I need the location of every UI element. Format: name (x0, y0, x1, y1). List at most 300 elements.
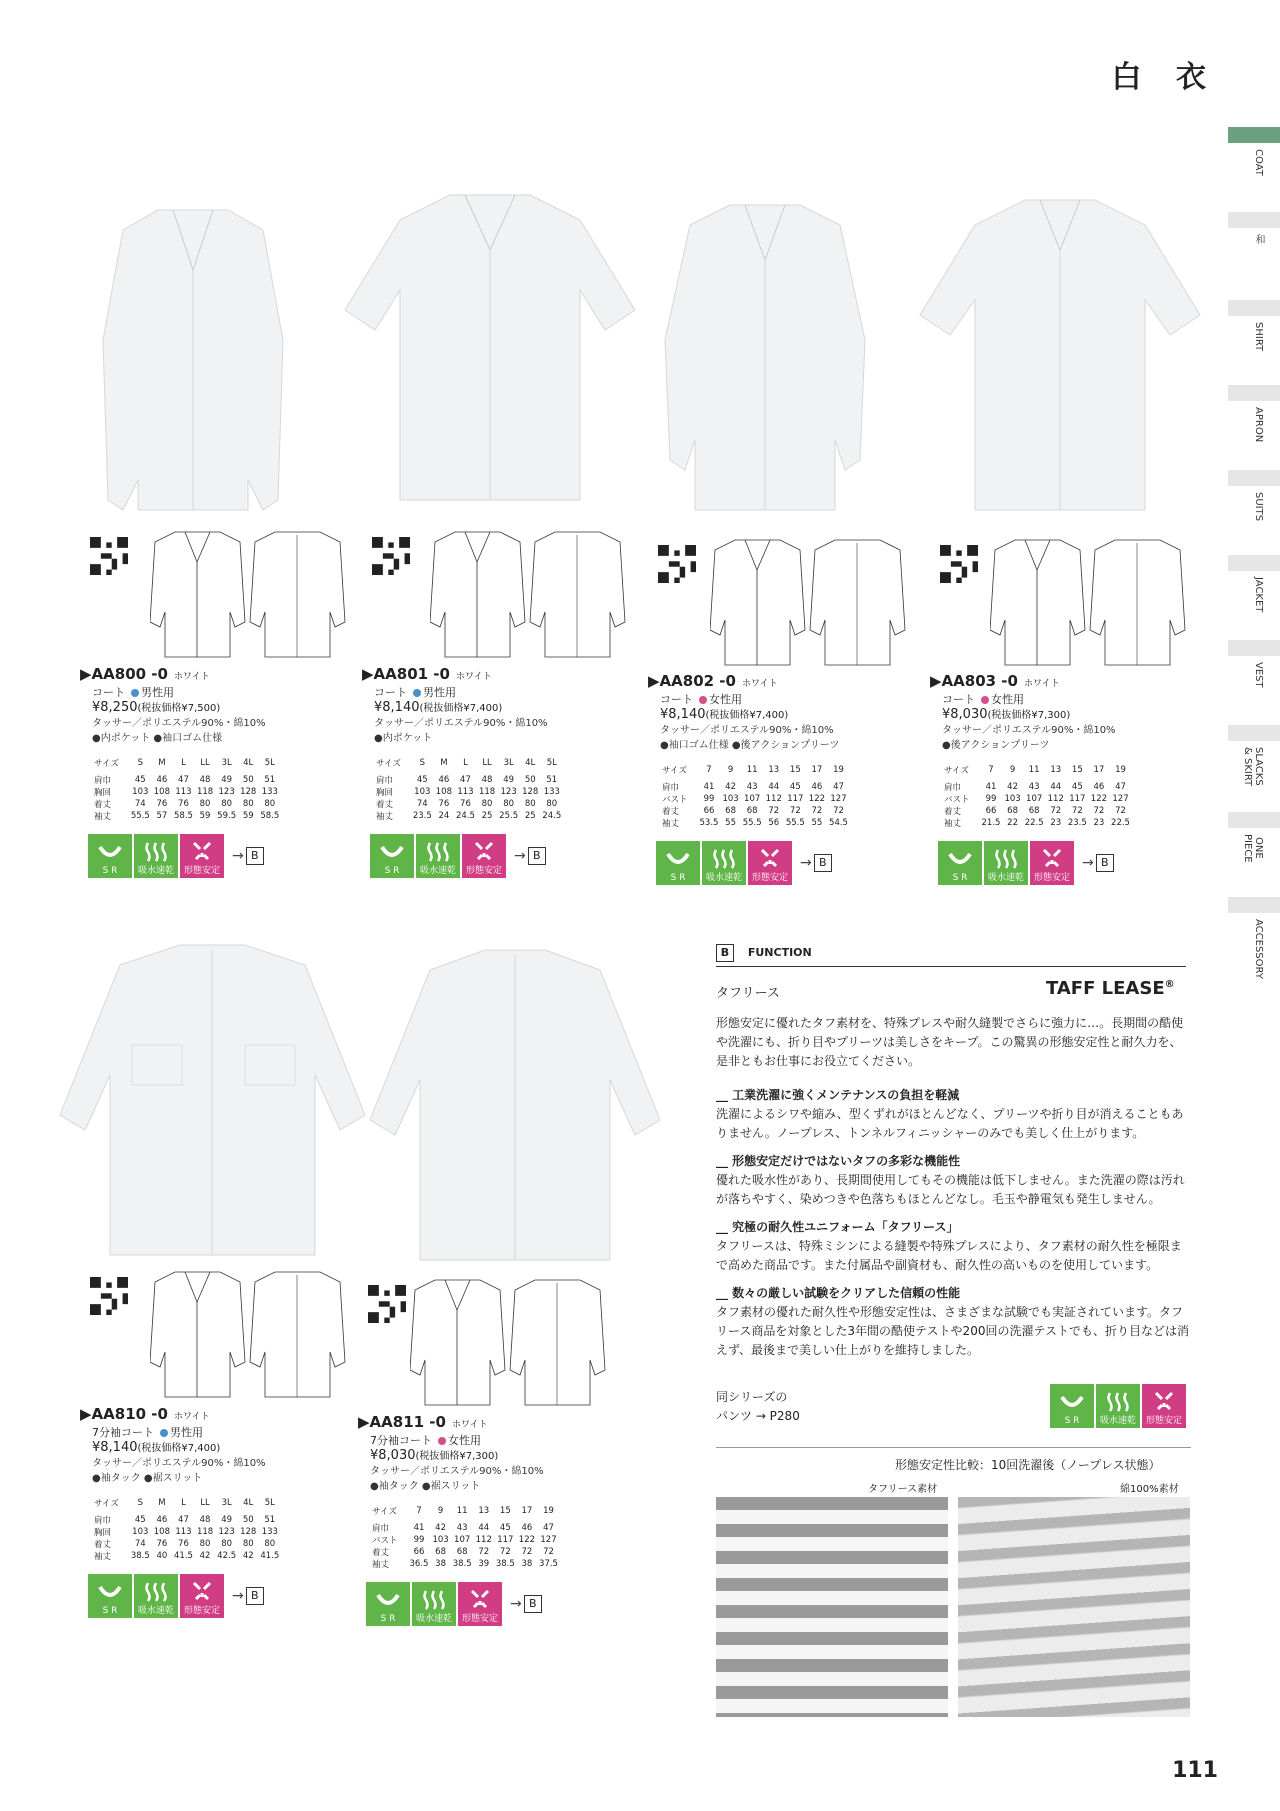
product-badges (656, 840, 832, 886)
badge-label: 形態安定 (751, 873, 788, 883)
size-cell: 袖丈 (376, 812, 394, 822)
size-row (660, 793, 850, 805)
product-badges (938, 840, 1114, 886)
sidebar-tab-4[interactable] (1228, 470, 1280, 486)
product-color: ホワイト (1023, 679, 1060, 689)
badge-label: S R (1064, 1416, 1080, 1426)
size-cell: 127 (1112, 794, 1129, 804)
product-description (92, 1425, 266, 1486)
size-table (660, 764, 850, 829)
sidebar-tab-0[interactable] (1228, 127, 1280, 143)
size-cell: 22.5 (1111, 818, 1130, 828)
product-photo-aa802 (650, 190, 880, 520)
size-header-cell: 17 (521, 1506, 533, 1516)
arrow-right-icon: → (1082, 855, 1094, 871)
function-ref-b[interactable]: B (814, 854, 832, 872)
size-cell: 45 (1071, 782, 1083, 792)
sidebar-tab-6[interactable] (1228, 640, 1280, 656)
size-cell: 80 (264, 799, 276, 809)
size-cell: 袖丈 (372, 1560, 390, 1570)
size-row (92, 810, 281, 822)
product-color: ホワイト (451, 1420, 488, 1430)
product-material: タッサー／ポリエステル90%・綿10% (942, 725, 1116, 736)
sr-badge-icon (938, 841, 982, 885)
qr-code-icon[interactable] (368, 1285, 406, 1323)
size-row (374, 810, 563, 822)
size-cell: 68 (456, 1547, 468, 1557)
size-cell: 108 (153, 787, 170, 797)
size-cell: 袖丈 (94, 1552, 112, 1562)
product-price: ¥8,140 (92, 1440, 138, 1455)
product-color: ホワイト (173, 1412, 210, 1422)
size-cell: 25.5 (499, 811, 519, 821)
size-cell: 80 (264, 1539, 276, 1549)
function-ref-b[interactable]: B (246, 847, 264, 865)
size-cell: 42 (1007, 782, 1018, 792)
product-price: ¥8,250 (92, 700, 138, 715)
size-header-cell: サイズ (94, 1499, 119, 1509)
function-section-heading: __ 工業洗濯に強くメンテナンスの負担を軽減 (716, 1088, 960, 1102)
function-subtitle: タフリース (716, 986, 780, 1001)
size-cell: 23 (1093, 818, 1105, 828)
product-code-text: ▶AA802 -0 (648, 672, 736, 690)
size-cell: 胸回 (94, 1528, 112, 1538)
product-gender: 女性用 (448, 1434, 481, 1447)
size-cell: 49 (221, 775, 233, 785)
size-cell: バスト (372, 1536, 398, 1546)
comparison-right-label: 綿100%素材 (1120, 1484, 1179, 1495)
sr-badge-icon (656, 841, 700, 885)
function-section-heading: __ 数々の厳しい試験をクリアした信頼の性能 (716, 1286, 961, 1300)
size-cell: 肩巾 (662, 783, 680, 793)
size-cell: 41 (413, 1523, 425, 1533)
size-cell: 55.5 (130, 811, 150, 821)
size-cell: 42 (199, 1551, 211, 1561)
product-code-text: ▶AA810 -0 (80, 1405, 168, 1423)
product-gender: 女性用 (709, 693, 742, 706)
size-row (92, 774, 281, 786)
size-cell: 38 (521, 1559, 533, 1569)
size-table (370, 1505, 560, 1570)
product-gender: 女性用 (991, 693, 1024, 706)
size-header-cell: 5L (264, 758, 275, 768)
size-cell: 50 (524, 775, 536, 785)
product-description (374, 685, 548, 746)
size-header-cell: サイズ (94, 759, 119, 769)
size-cell: 41 (703, 782, 715, 792)
size-cell: 38.5 (452, 1559, 472, 1569)
flat-sketch (430, 527, 630, 662)
size-header-cell: L (181, 758, 186, 768)
size-cell: 66 (413, 1547, 425, 1557)
qr-code-icon[interactable] (90, 537, 128, 575)
brand-mark: ® (1164, 979, 1175, 990)
size-header-cell: 19 (543, 1506, 554, 1516)
shape-badge-icon (458, 1582, 502, 1626)
size-header-cell: L (181, 1498, 186, 1508)
size-header-cell: 4L (243, 758, 254, 768)
size-cell: 103 (1004, 794, 1021, 804)
size-header-row (370, 1505, 560, 1522)
size-cell: 46 (438, 775, 450, 785)
size-cell: 113 (175, 1527, 192, 1537)
size-cell: 24.5 (456, 811, 475, 821)
product-type: コート (92, 686, 125, 699)
size-cell: 肩巾 (376, 776, 394, 786)
size-cell: 80 (546, 799, 558, 809)
size-header-cell: 17 (1093, 765, 1105, 775)
size-cell: 122 (1090, 794, 1108, 804)
size-cell: 40 (156, 1551, 168, 1561)
size-cell: 72 (1050, 806, 1062, 816)
product-badges (88, 833, 264, 879)
size-cell: 76 (178, 1539, 189, 1549)
product-features: ●後アクションプリーツ (942, 740, 1050, 751)
size-cell: 55 (725, 818, 736, 828)
size-cell: 23.5 (1067, 818, 1087, 828)
size-cell: 72 (543, 1547, 554, 1557)
size-cell: バスト (662, 795, 688, 805)
size-cell: 68 (435, 1547, 446, 1557)
size-cell: 80 (503, 799, 515, 809)
size-header-cell: 15 (1071, 765, 1083, 775)
size-header-row (660, 764, 850, 781)
product-material: タッサー／ポリエステル90%・綿10% (92, 1458, 266, 1469)
badge-label: S R (380, 1614, 396, 1624)
size-cell: 47 (178, 775, 189, 785)
size-cell: 72 (811, 806, 823, 816)
size-header-cell: 3L (503, 758, 514, 768)
size-cell: 133 (543, 787, 560, 797)
size-header-cell: M (158, 1498, 166, 1508)
sidebar-tab-5[interactable] (1228, 555, 1280, 571)
size-cell: 72 (521, 1547, 533, 1557)
size-row (370, 1558, 560, 1570)
size-header-cell: 7 (706, 765, 712, 775)
series-label: 同シリーズの (716, 1390, 788, 1404)
size-cell: 74 (134, 799, 146, 809)
size-cell: 118 (196, 787, 214, 797)
size-cell: 72 (499, 1547, 511, 1557)
shape-badge-icon (180, 1574, 224, 1618)
size-cell: 46 (521, 1523, 533, 1533)
qr-code-icon[interactable] (90, 1277, 128, 1315)
page-number: 111 (1172, 1758, 1218, 1783)
sidebar-tab-2[interactable] (1228, 300, 1280, 316)
size-cell: 25 (524, 811, 536, 821)
absorb-badge-icon (134, 834, 178, 878)
size-cell: 42.5 (217, 1551, 237, 1561)
size-cell: 45 (499, 1523, 511, 1533)
size-row (92, 786, 281, 798)
size-header-cell: 9 (727, 765, 734, 775)
series-link[interactable]: パンツ → P280 (716, 1409, 800, 1423)
size-cell: 着丈 (376, 800, 394, 810)
size-header-cell: S (137, 1498, 143, 1508)
function-ref-b[interactable]: B (246, 1587, 264, 1605)
size-row (92, 1526, 281, 1538)
badge-label: S R (384, 866, 400, 876)
size-cell: 117 (497, 1535, 514, 1545)
size-row (374, 774, 563, 786)
size-cell: 113 (175, 787, 192, 797)
sr-badge-icon (370, 834, 414, 878)
size-cell: 133 (261, 1527, 278, 1537)
size-cell: 74 (134, 1539, 146, 1549)
badge-label: 吸水速乾 (987, 873, 1024, 883)
product-features: ●内ポケット (374, 733, 433, 744)
size-header-cell: 13 (768, 765, 780, 775)
product-code (80, 1405, 210, 1423)
product-code (648, 672, 778, 690)
sidebar-tab-3[interactable] (1228, 385, 1280, 401)
shape-badge-icon (1030, 841, 1074, 885)
product-material: タッサー／ポリエステル90%・綿10% (660, 725, 834, 736)
size-cell: 49 (503, 775, 515, 785)
badge-label: S R (952, 873, 968, 883)
size-header-cell: 5L (546, 758, 557, 768)
product-photo-aa801 (340, 180, 640, 510)
badge-label: 形態安定 (183, 1606, 220, 1616)
size-cell: 103 (132, 1527, 149, 1537)
size-header-cell: 13 (1050, 765, 1062, 775)
size-cell: 107 (744, 794, 761, 804)
size-cell: 108 (153, 1527, 170, 1537)
size-cell: 42 (435, 1523, 446, 1533)
gender-dot-icon (438, 1437, 446, 1445)
size-header-cell: 19 (833, 765, 844, 775)
size-cell: 48 (199, 1515, 211, 1525)
size-cell: 123 (218, 1527, 235, 1537)
arrow-right-icon: → (514, 848, 526, 864)
size-header-cell: 19 (1115, 765, 1126, 775)
size-cell: 胸回 (94, 788, 112, 798)
size-cell: 47 (460, 775, 471, 785)
size-cell: 54.5 (829, 818, 848, 828)
gender-dot-icon (981, 696, 989, 704)
size-cell: 118 (478, 787, 496, 797)
qr-code-icon[interactable] (658, 545, 696, 583)
size-header-cell: 9 (1009, 765, 1016, 775)
product-material: タッサー／ポリエステル90%・綿10% (370, 1466, 544, 1477)
function-intro: 形態安定に優れたタフ素材を、特殊プレスや耐久縫製でさらに強力に…。長期間の酷使や洗濯にも、折り目やプリーツは美しさをキープ。この驚異の形態安定性と耐久力を、是非ともお仕事にお役立てください。 (716, 1016, 1184, 1068)
product-description (370, 1433, 544, 1494)
size-cell: 123 (218, 787, 235, 797)
sr-badge-icon (1050, 1384, 1094, 1428)
badge-label: 吸水速乾 (705, 873, 742, 883)
size-header-cell: 3L (221, 758, 232, 768)
shape-badge-icon (748, 841, 792, 885)
size-cell: 21.5 (981, 818, 1001, 828)
size-cell: 46 (811, 782, 823, 792)
product-features: ●袖タック ●裾スリット (92, 1473, 203, 1484)
function-ref-b[interactable]: B (524, 1595, 542, 1613)
size-cell: 80 (242, 1539, 254, 1549)
size-cell: 41.5 (260, 1551, 280, 1561)
size-cell: 112 (1047, 794, 1064, 804)
flat-sketch (990, 535, 1190, 670)
sidebar-tab-1[interactable] (1228, 212, 1280, 228)
size-cell: 50 (242, 775, 254, 785)
size-cell: 123 (500, 787, 517, 797)
size-header-cell: 15 (499, 1506, 511, 1516)
product-type: コート (374, 686, 407, 699)
product-price-ex: (税抜価格¥7,300) (987, 710, 1071, 721)
gender-dot-icon (413, 689, 421, 697)
product-type: コート (942, 693, 975, 706)
product-material: タッサー／ポリエステル90%・綿10% (374, 718, 548, 729)
badge-label: 吸水速乾 (415, 1614, 452, 1624)
size-cell: 112 (765, 794, 782, 804)
size-cell: 47 (543, 1523, 554, 1533)
page-title: 白 衣 (1111, 60, 1218, 95)
size-header-cell: 11 (746, 765, 758, 775)
flat-sketch (150, 1267, 350, 1402)
size-cell: 112 (475, 1535, 492, 1545)
size-cell: 122 (808, 794, 826, 804)
product-color: ホワイト (455, 672, 492, 682)
size-header-cell: 4L (525, 758, 536, 768)
size-cell: 80 (242, 799, 254, 809)
size-cell: 127 (830, 794, 847, 804)
size-cell: 59 (242, 811, 254, 821)
flat-sketch (710, 535, 910, 670)
size-row (370, 1534, 560, 1546)
size-cell: 103 (414, 787, 431, 797)
size-cell: 着丈 (94, 800, 112, 810)
size-header-row (92, 1497, 281, 1514)
product-features: ●袖口ゴム仕様 ●後アクションプリーツ (660, 740, 840, 751)
sidebar-tab-label: SHIRT (1253, 322, 1264, 352)
size-cell: 48 (199, 775, 211, 785)
size-cell: 36.5 (409, 1559, 429, 1569)
size-cell: 113 (457, 787, 474, 797)
size-cell: バスト (944, 795, 970, 805)
size-cell: 袖丈 (94, 812, 112, 822)
product-code-text: ▶AA811 -0 (358, 1413, 446, 1431)
sidebar-tab-label: JACKET (1253, 577, 1264, 613)
size-row (942, 817, 1132, 829)
badge-label: 形態安定 (1145, 1416, 1182, 1426)
size-header-cell: L (463, 758, 468, 768)
size-cell: 45 (789, 782, 801, 792)
sidebar-tab-7[interactable] (1228, 725, 1280, 741)
sidebar-tab-label: SLACKS & SKIRT (1242, 747, 1264, 787)
size-cell: 72 (789, 806, 801, 816)
sidebar-tab-label: COAT (1253, 149, 1264, 176)
size-header-cell: 11 (456, 1506, 468, 1516)
function-ref-b[interactable]: B (1096, 854, 1114, 872)
size-cell: 55.5 (742, 818, 762, 828)
badge-label: 形態安定 (461, 1614, 498, 1624)
product-price: ¥8,030 (942, 707, 988, 722)
size-row (92, 1550, 281, 1562)
product-price: ¥8,140 (374, 700, 420, 715)
product-gender: 男性用 (423, 686, 456, 699)
product-price-ex: (税抜価格¥7,500) (137, 703, 221, 714)
size-cell: 68 (725, 806, 736, 816)
size-cell: 37.5 (539, 1559, 558, 1569)
size-cell: 72 (1093, 806, 1105, 816)
size-cell: 22 (1007, 818, 1018, 828)
size-cell: 42 (242, 1551, 254, 1561)
product-price: ¥8,030 (370, 1448, 416, 1463)
size-cell: 59 (199, 811, 211, 821)
fabric-sample-cotton (958, 1497, 1190, 1717)
product-description (942, 692, 1116, 753)
size-cell: 58.5 (260, 811, 280, 821)
sidebar-tab-9[interactable] (1228, 897, 1280, 913)
flat-sketch (410, 1275, 610, 1410)
size-cell: 着丈 (662, 807, 680, 817)
size-cell: 39 (478, 1559, 490, 1569)
absorb-badge-icon (1096, 1384, 1140, 1428)
size-cell: 108 (435, 787, 452, 797)
qr-code-icon[interactable] (372, 537, 410, 575)
function-ref-b[interactable]: B (528, 847, 546, 865)
product-badges (88, 1573, 264, 1619)
gender-dot-icon (160, 1429, 168, 1437)
size-cell: 76 (460, 799, 471, 809)
badge-label: S R (102, 866, 118, 876)
size-cell: 117 (787, 794, 804, 804)
product-gender: 男性用 (170, 1426, 203, 1439)
size-cell: 128 (240, 1527, 257, 1537)
sidebar-tab-label: VEST (1253, 662, 1264, 688)
qr-code-icon[interactable] (940, 545, 978, 583)
sidebar-tab-label: APRON (1253, 407, 1264, 443)
size-cell: 99 (703, 794, 715, 804)
size-cell: 68 (1028, 806, 1040, 816)
function-section-body: 洗濯によるシワや縮み、型くずれがほとんどなく、プリーツや折り目が消えることもありません。ノープレス、トンネルフィニッシャーのみでも美しく仕上がります。 (716, 1107, 1184, 1140)
size-header-cell: サイズ (662, 766, 687, 776)
function-section-body: タフ素材の優れた耐久性や形態安定性は、さまざまな試験でも実証されています。タフリース商品を対象とした3年間の酷使テストや200回の洗濯テストでも、折り目などは消えず、最後まで美しい仕上がりを維持しました。 (716, 1305, 1189, 1357)
size-cell: 76 (156, 1539, 168, 1549)
comparison-left-label: タフリース素材 (868, 1484, 938, 1495)
size-cell: 47 (833, 782, 844, 792)
gender-dot-icon (699, 696, 707, 704)
sidebar-tab-label: SUITS (1253, 492, 1264, 522)
size-header-row (374, 757, 563, 774)
size-cell: 133 (261, 787, 278, 797)
size-cell: 76 (178, 799, 189, 809)
size-cell: 46 (156, 775, 168, 785)
size-row (942, 781, 1132, 793)
product-type: コート (660, 693, 693, 706)
size-cell: 107 (1026, 794, 1043, 804)
size-header-cell: LL (200, 1498, 210, 1508)
sidebar-tab-8[interactable] (1228, 812, 1280, 828)
size-cell: 44 (768, 782, 780, 792)
size-header-cell: 3L (221, 1498, 232, 1508)
product-code-text: ▶AA801 -0 (362, 665, 450, 683)
sr-badge-icon (88, 834, 132, 878)
size-header-cell: M (158, 758, 166, 768)
size-header-cell: 15 (789, 765, 801, 775)
shape-badge-icon (1142, 1384, 1186, 1428)
size-cell: 38.5 (130, 1551, 150, 1561)
size-header-cell: LL (482, 758, 492, 768)
function-section-heading: __ 形態安定だけではないタフの多彩な機能性 (716, 1154, 961, 1168)
size-cell: 着丈 (372, 1548, 390, 1558)
size-header-cell: S (137, 758, 143, 768)
size-cell: 72 (1071, 806, 1083, 816)
size-cell: 51 (546, 775, 558, 785)
size-cell: 76 (156, 799, 168, 809)
size-cell: 24 (438, 811, 450, 821)
size-cell: 23.5 (412, 811, 432, 821)
function-brand (1046, 978, 1175, 999)
